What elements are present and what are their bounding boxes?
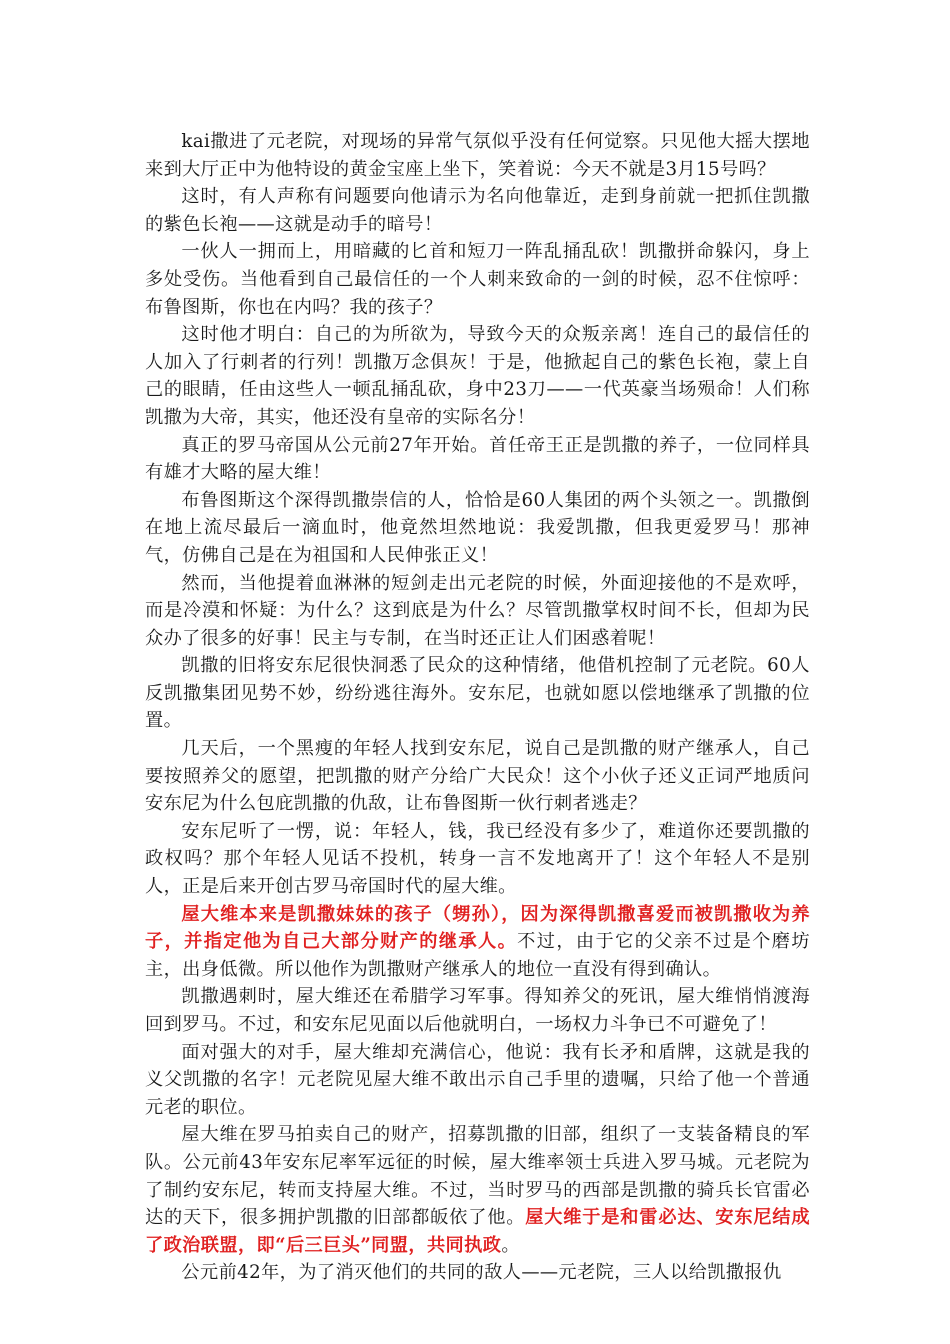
paragraph-text: 这时，有人声称有问题要向他请示为名向他靠近，走到身前就一把抓住凯撒的紫色长袍——这就是动手的暗号！ <box>145 186 810 235</box>
paragraph-text: 安东尼听了一愣，说：年轻人，钱，我已经没有多少了，难道你还要凯撒的政权吗？那个年轻人见话不投机，转身一言不发地离开了！这个年轻人不是别人，正是后来开创古罗马帝国时代的屋大维。 <box>145 820 810 898</box>
paragraph <box>145 183 810 238</box>
paragraph-text: 不过，由于它的父亲不过是个磨坊主，出身低微。所以他作为凯撒财产继承人的地位一直没有得到确认。 <box>145 931 810 980</box>
paragraph-text: 这时他才明白：自己的为所欲为，导致今天的众叛亲离！连自己的最信任的人加入了行刺者的行列！凯撒万念俱灰！于是，他掀起自己的紫色长袍，蒙上自己的眼睛，任由这些人一顿乱捅乱砍，身中23刀——一代英豪当场殒命！人们称凯撒为大帝，其实，他还没有皇帝的实际名分！ <box>145 324 810 428</box>
paragraph <box>145 128 810 183</box>
paragraph <box>145 735 810 818</box>
paragraph <box>145 983 810 1038</box>
paragraph <box>145 1259 810 1287</box>
paragraph <box>145 487 810 570</box>
paragraph <box>145 818 810 901</box>
highlighted-text: 屋大维于是和雷必达、安东尼结成了政治联盟，即“后三巨头”同盟，共同执政 <box>145 1207 810 1256</box>
paragraph-text: 公元前42年，为了消灭他们的共同的敌人——元老院，三人以给凯撒报仇 <box>181 1262 782 1284</box>
paragraph-text: 然而，当他提着血淋淋的短剑走出元老院的时候，外面迎接他的不是欢呼，而是冷漠和怀疑：为什么？这到底是为什么？尽管凯撒掌权时间不长，但却为民众办了很多的好事！民主与专制，在当时还正让人们困惑着呢！ <box>145 572 810 649</box>
paragraph-text: 凯撒遇刺时，屋大维还在希腊学习军事。得知养父的死讯，屋大维悄悄渡海回到罗马。不过，和安东尼见面以后他就明白，一场权力斗争已不可避免了！ <box>145 986 810 1035</box>
paragraph-text: 。 <box>501 1234 520 1256</box>
paragraph-text: 面对强大的对手，屋大维却充满信心，他说：我有长矛和盾牌，这就是我的义父凯撒的名字！元老院见屋大维不敢出示自己手里的遗嘱，只给了他一个普通元老的职位。 <box>145 1041 810 1118</box>
paragraph <box>145 432 810 487</box>
paragraph-text: kai撒进了元老院，对现场的异常气氛似乎没有任何觉察。只见他大摇大摆地来到大厅正中为他特设的黄金宝座上坐下，笑着说：今天不就是3月15号吗？ <box>145 131 810 180</box>
paragraph <box>145 1121 810 1259</box>
paragraph <box>145 901 810 984</box>
paragraph-text: 几天后，一个黑瘦的年轻人找到安东尼，说自己是凯撒的财产继承人，自己要按照养父的愿望，把凯撒的财产分给广大民众！这个小伙子还义正词严地质问安东尼为什么包庇凯撒的仇敌，让布鲁图斯一伙行刺者逃走？ <box>145 738 810 815</box>
document-body <box>145 128 810 1287</box>
paragraph <box>145 1039 810 1122</box>
highlighted-text: 屋大维本来是凯撒妹妹的孩子（甥孙），因为深得凯撒喜爱而被凯撒收为养子，并指定他为自己大部分财产的继承人。 <box>145 903 810 953</box>
paragraph-text: 一伙人一拥而上，用暗藏的匕首和短刀一阵乱捅乱砍！凯撒拼命躲闪，身上多处受伤。当他看到自己最信任的一个人刺来致命的一剑的时候，忍不住惊呼：布鲁图斯，你也在内吗？我的孩子？ <box>145 241 810 318</box>
paragraph-text: 屋大维在罗马拍卖自己的财产，招募凯撒的旧部，组织了一支装备精良的军队。公元前43年安东尼率军远征的时候，屋大维率领士兵进入罗马城。元老院为了制约安东尼，转而支持屋大维。不过，当时罗马的西部是凯撒的骑兵长官雷必达的天下，很多拥护凯撒的旧部都皈依了他。 <box>145 1124 810 1229</box>
paragraph-text: 凯撒的旧将安东尼很快洞悉了民众的这种情绪，他借机控制了元老院。60人反凯撒集团见势不妙，纷纷逃往海外。安东尼，也就如愿以偿地继承了凯撒的位置。 <box>145 655 810 732</box>
paragraph-text: 布鲁图斯这个深得凯撒崇信的人，恰恰是60人集团的两个头领之一。凯撒倒在地上流尽最后一滴血时，他竟然坦然地说：我爱凯撒，但我更爱罗马！那神气，仿佛自己是在为祖国和人民伸张正义！ <box>145 489 810 566</box>
paragraph <box>145 321 810 431</box>
paragraph <box>145 652 810 735</box>
paragraph-text: 真正的罗马帝国从公元前27年开始。首任帝王正是凯撒的养子，一位同样具有雄才大略的屋大维！ <box>145 434 810 484</box>
paragraph <box>145 570 810 653</box>
paragraph <box>145 238 810 321</box>
